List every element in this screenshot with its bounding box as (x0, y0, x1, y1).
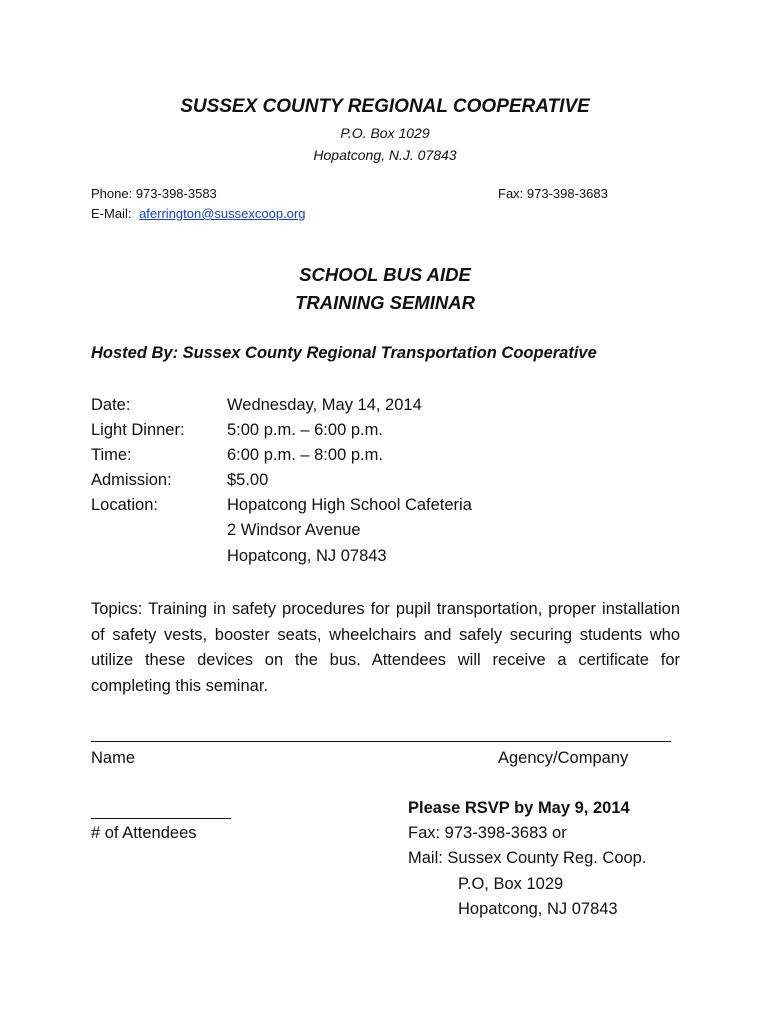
email-label: E-Mail: (91, 206, 132, 221)
detail-value-city: Hopatcong, NJ 07843 (227, 547, 387, 565)
detail-value-location: Hopatcong High School Cafeteria (227, 496, 472, 514)
rsvp-mail-city: Hopatcong, NJ 07843 (458, 900, 618, 918)
po-box: P.O. Box 1029 (340, 125, 430, 141)
detail-value-admission: $5.00 (227, 471, 269, 489)
attendees-label: # of Attendees (91, 824, 197, 842)
rsvp-mail: Mail: Sussex County Reg. Coop. (408, 849, 647, 867)
detail-value-date: Wednesday, May 14, 2014 (227, 396, 422, 414)
phone-number: Phone: 973-398-3583 (91, 186, 217, 201)
agency-label: Agency/Company (498, 749, 629, 767)
seminar-title-line2: TRAINING SEMINAR (295, 292, 475, 313)
name-label: Name (91, 749, 136, 767)
detail-label-admission: Admission: (91, 471, 172, 489)
attendees-line[interactable] (91, 818, 231, 819)
detail-value-street: 2 Windsor Avenue (227, 521, 361, 539)
seminar-title-line1: SCHOOL BUS AIDE (299, 264, 471, 285)
city-address: Hopatcong, N.J. 07843 (313, 147, 457, 163)
topics-paragraph: Topics: Training in safety procedures for pupil transportation, proper installation of safety vests, booster seats, wheelchairs and safely securing students who utilize these devices on the bus. Attendees will receive a certificate for completing this seminar. (91, 600, 680, 695)
detail-label-time: Time: (91, 446, 132, 464)
detail-label-location: Location: (91, 496, 158, 514)
name-agency-line[interactable] (91, 741, 671, 742)
fax-number: Fax: 973-398-3683 (498, 186, 608, 201)
rsvp-fax: Fax: 973-398-3683 or (408, 824, 567, 842)
detail-label-dinner: Light Dinner: (91, 421, 185, 439)
detail-value-dinner: 5:00 p.m. – 6:00 p.m. (227, 421, 383, 439)
rsvp-mail-box: P.O, Box 1029 (458, 875, 564, 893)
email-link[interactable]: aferrington@sussexcoop.org (139, 206, 306, 221)
detail-value-time: 6:00 p.m. – 8:00 p.m. (227, 446, 383, 464)
email-row (91, 206, 305, 221)
hosted-by: Hosted By: Sussex County Regional Transportation Cooperative (91, 344, 597, 362)
rsvp-heading: Please RSVP by May 9, 2014 (408, 799, 630, 817)
detail-label-date: Date: (91, 396, 131, 414)
org-title: SUSSEX COUNTY REGIONAL COOPERATIVE (180, 96, 590, 117)
